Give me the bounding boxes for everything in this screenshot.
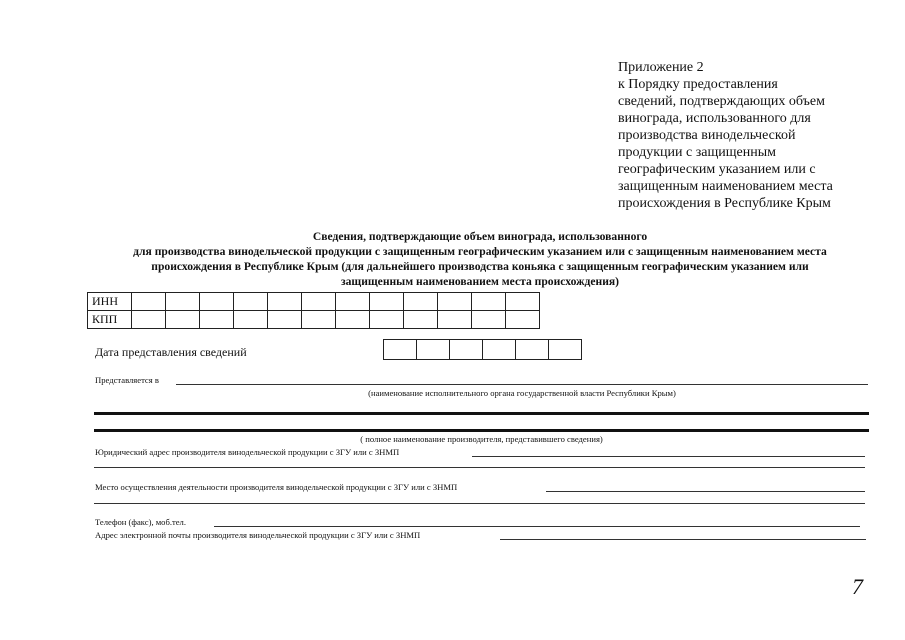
inn-cell[interactable] — [472, 293, 506, 311]
legal-address-field[interactable] — [472, 456, 865, 457]
phone-label: Телефон (факс), моб.тел. — [95, 517, 186, 527]
kpp-cell[interactable] — [336, 311, 370, 329]
kpp-cell[interactable] — [506, 311, 540, 329]
inn-cell[interactable] — [234, 293, 268, 311]
date-cell[interactable] — [516, 340, 549, 360]
date-cell[interactable] — [417, 340, 450, 360]
producer-name-field[interactable] — [94, 412, 869, 415]
inn-row — [88, 293, 540, 311]
inn-label: ИНН — [88, 293, 132, 311]
date-cell[interactable] — [384, 340, 417, 360]
phone-field[interactable] — [214, 526, 860, 527]
submitted-to-caption: (наименование исполнительного органа государственной власти Республики Крым) — [368, 388, 676, 398]
title-line: Сведения, подтверждающие объем винограда, использованного — [312, 230, 648, 243]
legal-address-field-continued[interactable] — [94, 467, 865, 468]
document-title — [60, 229, 900, 289]
inn-kpp-grid — [87, 292, 540, 329]
title-line: для производства винодельческой продукции с защищенным географическим указанием или с защищенным наименованием места — [133, 245, 827, 258]
legal-address-label: Юридический адрес производителя винодельческой продукции с ЗГУ или с ЗНМП — [95, 447, 400, 457]
handwritten-page-mark: 7 — [852, 574, 863, 599]
inn-cell[interactable] — [268, 293, 302, 311]
activity-place-field[interactable] — [546, 491, 865, 492]
email-label: Адрес электронной почты производителя винодельческой продукции с ЗГУ или с ЗНМП — [95, 530, 421, 540]
kpp-cell[interactable] — [472, 311, 506, 329]
appendix-line: производства винодельческой — [618, 128, 796, 143]
kpp-label: КПП — [88, 311, 132, 329]
inn-cell[interactable] — [166, 293, 200, 311]
appendix-line: защищенным наименованием места — [618, 179, 833, 194]
inn-cell[interactable] — [200, 293, 234, 311]
kpp-cell[interactable] — [234, 311, 268, 329]
activity-place-field-continued[interactable] — [94, 503, 865, 504]
appendix-line: географическим указанием или с — [618, 162, 816, 177]
date-grid — [383, 339, 582, 360]
inn-cell[interactable] — [132, 293, 166, 311]
appendix-line: винограда, использованного для — [618, 111, 811, 126]
inn-cell[interactable] — [404, 293, 438, 311]
inn-cell[interactable] — [370, 293, 404, 311]
title-line: происхождения в Республике Крым (для дальнейшего производства коньяка с защищенным географическим указанием или — [151, 260, 809, 273]
kpp-cell[interactable] — [132, 311, 166, 329]
submitted-to-label: Представляется в — [95, 375, 159, 385]
email-field[interactable] — [500, 539, 866, 540]
inn-cell[interactable] — [302, 293, 336, 311]
kpp-cell[interactable] — [268, 311, 302, 329]
appendix-heading — [618, 59, 878, 212]
kpp-cell[interactable] — [200, 311, 234, 329]
activity-place-label: Место осуществления деятельности производителя винодельческой продукции с ЗГУ или с ЗНМП — [95, 482, 458, 492]
date-cell[interactable] — [450, 340, 483, 360]
title-line: защищенным наименованием места происхождения) — [340, 275, 620, 288]
date-cell[interactable] — [549, 340, 582, 360]
kpp-cell[interactable] — [370, 311, 404, 329]
appendix-line: продукции с защищенным — [618, 145, 776, 160]
kpp-cell[interactable] — [302, 311, 336, 329]
appendix-line: к Порядку предоставления — [618, 77, 778, 92]
kpp-cell[interactable] — [166, 311, 200, 329]
inn-cell[interactable] — [336, 293, 370, 311]
date-label: Дата представления сведений — [95, 345, 247, 359]
producer-name-caption: ( полное наименование производителя, представившего сведения) — [360, 434, 603, 444]
appendix-line: Приложение 2 — [618, 60, 704, 75]
inn-cell[interactable] — [438, 293, 472, 311]
appendix-line: происхождения в Республике Крым — [618, 196, 831, 211]
kpp-cell[interactable] — [438, 311, 472, 329]
kpp-cell[interactable] — [404, 311, 438, 329]
inn-cell[interactable] — [506, 293, 540, 311]
appendix-line: сведений, подтверждающих объем — [618, 94, 825, 109]
submitted-to-field[interactable] — [176, 384, 868, 385]
producer-name-divider — [94, 429, 869, 432]
date-cell[interactable] — [483, 340, 516, 360]
kpp-row — [88, 311, 540, 329]
